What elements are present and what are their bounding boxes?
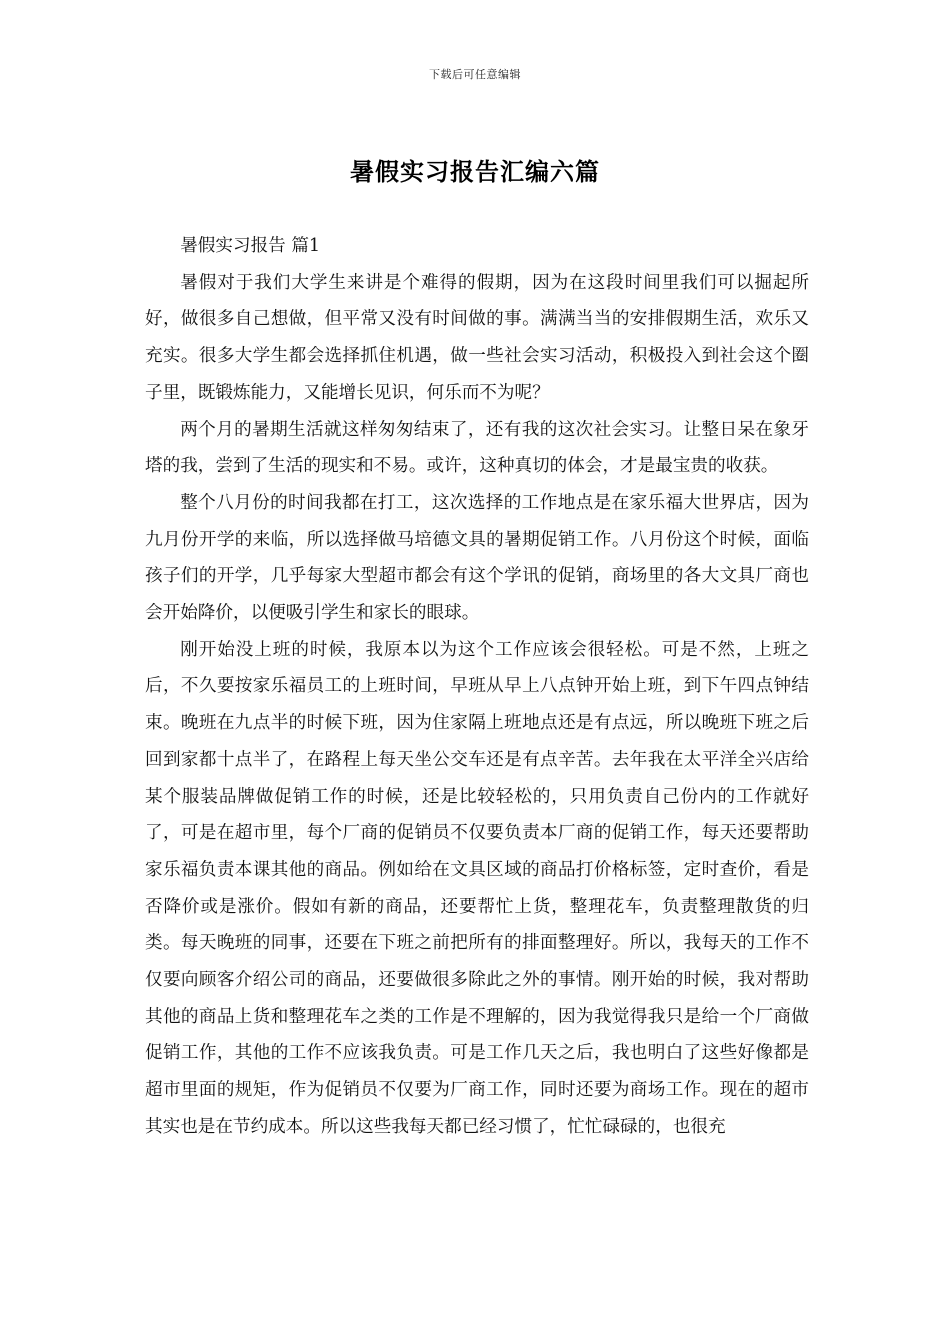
paragraph-3: 整个八月份的时间我都在打工，这次选择的工作地点是在家乐福大世界店，因为九月份开学的来临，所以选择做马培德文具的暑期促销工作。八月份这个时候，面临孩子们的开学，几乎每家大型超市都会有这个学讯的促销，商场里的各大文具厂商也会开始降价，以便吸引学生和家长的眼球。	[145, 492, 809, 624]
section-heading: 暑假实习报告 篇1	[180, 236, 321, 256]
paragraph-2: 两个月的暑期生活就这样匆匆结束了，还有我的这次社会实习。让整日呆在象牙塔的我，尝到了生活的现实和不易。或许，这种真切的体会，才是最宝贵的收获。	[145, 419, 809, 477]
document-body	[145, 228, 809, 1146]
document-title: 暑假实习报告汇编六篇	[350, 157, 600, 186]
paragraph-1: 暑假对于我们大学生来讲是个难得的假期，因为在这段时间里我们可以掘起所好，做很多自己想做，但平常又没有时间做的事。满满当当的安排假期生活，欢乐又充实。很多大学生都会选择抓住机遇，做一些社会实习活动，积极投入到社会这个圈子里，既锻炼能力，又能增长见识，何乐而不为呢？	[145, 272, 809, 403]
header-note: 下载后可任意编辑	[429, 68, 521, 81]
paragraph-4: 刚开始没上班的时候，我原本以为这个工作应该会很轻松。可是不然，上班之后，不久要按家乐福员工的上班时间，早班从早上八点钟开始上班，到下午四点钟结束。晚班在九点半的时候下班，因为住家隔上班地点还是有点远，所以晚班下班之后回到家都十点半了，在路程上每天坐公交车还是有点辛苦。去年我在太平洋全兴店给某个服装品牌做促销工作的时候，还是比较轻松的，只用负责自己份内的工作就好了，可是在超市里，每个厂商的促销员不仅要负责本厂商的促销工作，每天还要帮助家乐福负责本课其他的商品。例如给在文具区域的商品打价格标签，定时查价，看是否降价或是涨价。假如有新的商品，还要帮忙上货，整理花车，负责整理散货的归类。每天晚班的同事，还要在下班之前把所有的排面整理好。所以，我每天的工作不仅要向顾客介绍公司的商品，还要做很多除此之外的事情。刚开始的时候，我对帮助其他的商品上货和整理花车之类的工作是不理解的，因为我觉得我只是给一个厂商做促销工作，其他的工作不应该我负责。可是工作几天之后，我也明白了这些好像都是超市里面的规矩，作为促销员不仅要为厂商工作，同时还要为商场工作。现在的超市其实也是在节约成本。所以这些我每天都已经习惯了，忙忙碌碌的，也很充	[145, 639, 809, 1137]
